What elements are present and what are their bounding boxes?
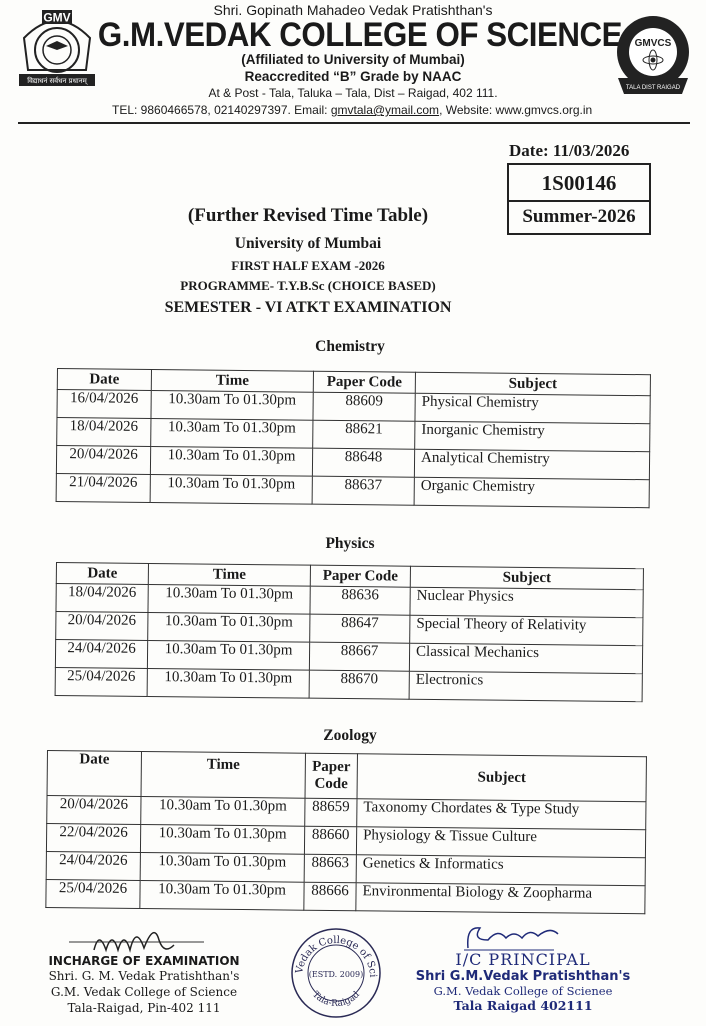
cell-date: 18/04/2026 xyxy=(57,418,151,447)
cell-date: 24/04/2026 xyxy=(46,851,140,880)
contact-phone: TEL: 9860466578, 02140297397. Email: xyxy=(112,103,331,117)
cell-code: 88637 xyxy=(312,476,414,505)
incharge-signature xyxy=(64,920,214,960)
document-title: (Further Revised Time Table) xyxy=(187,205,429,226)
incharge-line1: Shri. G. M. Vedak Pratishthan's xyxy=(48,969,240,983)
cell-subject: Electronics xyxy=(409,671,642,701)
svg-text:GMV: GMV xyxy=(43,10,71,25)
cell-subject: Classical Mechanics xyxy=(409,643,642,673)
col-time: Time xyxy=(141,751,305,798)
cell-subject: Physiology & Tissue Culture xyxy=(356,827,645,858)
cell-code: 88670 xyxy=(309,670,409,699)
principal-signature xyxy=(458,920,588,954)
cell-subject: Taxonomy Chordates & Type Study xyxy=(357,799,646,830)
col-date: Date xyxy=(47,751,141,797)
seal-ring-bottom: Tala-Raigad xyxy=(310,989,362,1010)
reference-code: 1S00146 xyxy=(509,165,649,202)
issue-date: Date: 11/03/2026 xyxy=(509,141,630,160)
cell-time: 10.30am To 01.30pm xyxy=(140,852,304,882)
address: At & Post - Tala, Taluka – Tala, Dist – Raigad, 402 111. xyxy=(208,86,498,100)
col-date: Date xyxy=(57,369,151,391)
col-paper-code xyxy=(305,753,357,799)
col-subject: Subject xyxy=(410,566,643,589)
cell-date: 18/04/2026 xyxy=(56,584,148,613)
col-paper-label: Paper xyxy=(312,758,351,776)
col-paper-code: Paper Code xyxy=(313,371,415,393)
svg-text:GMVCS: GMVCS xyxy=(634,38,672,49)
principal-line1: Shri G.M.Vedak Pratishthan's xyxy=(415,969,631,984)
college-name: G.M.VEDAK COLLEGE OF SCIENCE xyxy=(97,16,623,54)
col-subject: Subject xyxy=(415,372,650,395)
section-title-physics: Physics xyxy=(325,535,375,552)
svg-text:विद्याधनं सर्वधन प्रधानम्: विद्याधनं सर्वधन प्रधानम् xyxy=(27,77,87,85)
principal-signature-block xyxy=(408,920,638,1013)
cell-time: 10.30am To 01.30pm xyxy=(147,668,309,698)
incharge-line3: Tala-Raigad, Pin-402 111 xyxy=(67,1001,221,1015)
cell-code: 88609 xyxy=(313,392,415,421)
section-title-chemistry: Chemistry xyxy=(315,338,385,355)
cell-time: 10.30am To 01.30pm xyxy=(148,612,310,642)
col-paper-code: Paper Code xyxy=(310,565,410,587)
cell-date: 25/04/2026 xyxy=(46,879,140,908)
cell-code: 88659 xyxy=(305,798,357,827)
section-title-zoology: Zoology xyxy=(323,727,377,744)
cell-time: 10.30am To 01.30pm xyxy=(141,796,305,826)
cell-time: 10.30am To 01.30pm xyxy=(151,418,313,448)
col-time: Time xyxy=(151,369,313,392)
cell-time: 10.30am To 01.30pm xyxy=(140,824,304,854)
cell-time: 10.30am To 01.30pm xyxy=(148,584,310,614)
trust-name: Shri. Gopinath Mahadeo Vedak Pratishthan's xyxy=(213,2,493,18)
cell-date: 25/04/2026 xyxy=(55,667,147,696)
cell-subject: Physical Chemistry xyxy=(415,393,650,423)
cell-code: 88647 xyxy=(310,614,410,643)
principal-role: I/C PRINCIPAL xyxy=(455,950,591,969)
svg-text:TALA DIST RAIGAD: TALA DIST RAIGAD xyxy=(625,85,681,91)
cell-subject: Nuclear Physics xyxy=(410,587,643,617)
cell-code: 88660 xyxy=(304,826,356,855)
cell-code: 88621 xyxy=(313,420,415,449)
chemistry-timetable xyxy=(56,368,651,508)
cell-code: 88663 xyxy=(304,854,356,883)
table-header-row xyxy=(47,751,646,802)
cell-time: 10.30am To 01.30pm xyxy=(140,880,304,910)
col-time: Time xyxy=(148,563,310,586)
cell-code: 88648 xyxy=(312,448,414,477)
incharge-role: INCHARGE OF EXAMINATION xyxy=(48,954,240,968)
cell-date: 16/04/2026 xyxy=(57,390,151,419)
cell-subject: Analytical Chemistry xyxy=(414,449,649,479)
cell-subject: Genetics & Informatics xyxy=(356,855,645,886)
cell-subject: Special Theory of Relativity xyxy=(410,615,643,645)
cell-code: 88666 xyxy=(304,882,356,911)
cell-code: 88667 xyxy=(309,642,409,671)
cell-time: 10.30am To 01.30pm xyxy=(147,640,309,670)
cell-time: 10.30am To 01.30pm xyxy=(150,474,312,504)
college-seal xyxy=(288,925,384,1021)
cell-subject: Organic Chemistry xyxy=(414,477,649,507)
table-row xyxy=(46,879,645,913)
col-date: Date xyxy=(56,563,148,585)
seal-center: (ESTD. 2009) xyxy=(308,970,364,979)
cell-subject: Inorganic Chemistry xyxy=(415,421,650,451)
cell-date: 24/04/2026 xyxy=(55,640,147,669)
principal-line3: Tala Raigad 402111 xyxy=(453,998,593,1013)
contact-line xyxy=(112,103,592,117)
cell-subject: Environmental Biology & Zoopharma xyxy=(356,883,645,914)
college-logo-right xyxy=(612,14,694,96)
affiliation: (Affiliated to University of Mumbai) xyxy=(241,52,465,67)
svg-text:Tala-Raigad xyxy=(310,990,362,1010)
cell-date: 20/04/2026 xyxy=(56,612,148,641)
cell-date: 21/04/2026 xyxy=(56,473,150,502)
semester-name: SEMESTER - VI ATKT EXAMINATION xyxy=(164,299,452,316)
cell-date: 22/04/2026 xyxy=(46,824,140,853)
principal-line2: G.M. Vedak College of Scienee xyxy=(433,984,613,998)
cell-code: 88636 xyxy=(310,586,410,615)
cell-date: 20/04/2026 xyxy=(47,796,141,825)
physics-timetable xyxy=(55,562,644,702)
website-text: , Website: www.gmvcs.org.in xyxy=(439,103,593,117)
exam-name: FIRST HALF EXAM -2026 xyxy=(231,258,385,273)
programme-name: PROGRAMME- T.Y.B.Sc (CHOICE BASED) xyxy=(180,278,436,293)
cell-date: 20/04/2026 xyxy=(56,446,150,475)
incharge-signature-block xyxy=(44,920,244,1016)
university-name: University of Mumbai xyxy=(234,235,382,252)
cell-time: 10.30am To 01.30pm xyxy=(151,390,313,420)
header-divider xyxy=(18,122,690,124)
zoology-timetable xyxy=(45,750,647,914)
col-code-label: Code xyxy=(314,775,348,793)
table-row xyxy=(56,473,649,507)
seal-ring-top: Vedak College of Sci xyxy=(294,934,379,978)
table-row xyxy=(55,667,642,701)
exam-season: Summer-2026 xyxy=(522,206,636,227)
col-subject: Subject xyxy=(357,754,646,802)
cell-time: 10.30am To 01.30pm xyxy=(150,446,312,476)
incharge-line2: G.M. Vedak College of Science xyxy=(50,985,238,999)
email-link[interactable]: gmvtala@ymail.com xyxy=(330,103,440,117)
accreditation: Reaccredited “B” Grade by NAAC xyxy=(244,69,462,84)
